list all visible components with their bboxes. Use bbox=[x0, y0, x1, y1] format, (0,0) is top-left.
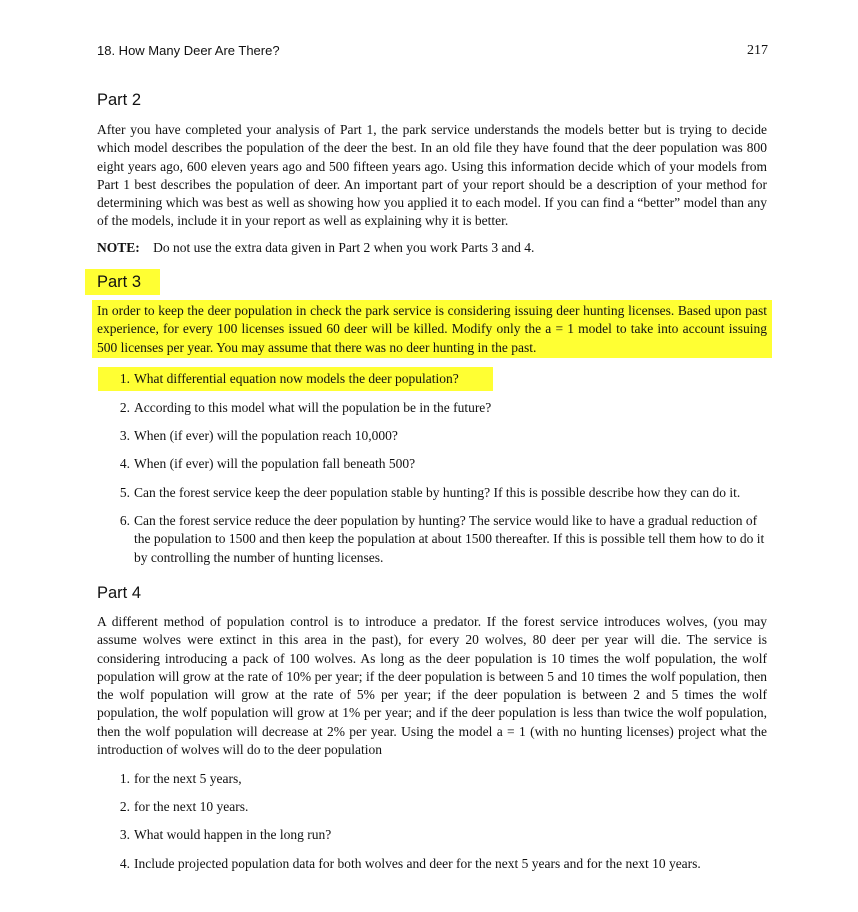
item-text: What differential equation now models the deer population? bbox=[134, 371, 459, 386]
item-text: for the next 5 years, bbox=[134, 771, 242, 786]
item-number: 4. bbox=[119, 856, 130, 871]
part2-heading: Part 2 bbox=[97, 91, 142, 109]
item-number: 5. bbox=[119, 485, 130, 500]
item-text: When (if ever) will the population fall beneath 500? bbox=[134, 456, 416, 471]
part4-item bbox=[114, 770, 774, 788]
item-number: 3. bbox=[119, 428, 130, 443]
item-text: for the next 10 years. bbox=[134, 799, 249, 814]
item-text: According to this model what will the population be in the future? bbox=[134, 400, 492, 415]
part3-item bbox=[114, 512, 774, 567]
item-text: Can the forest service reduce the deer population by hunting? The service would like to have a gradual reduction of the population to 1500 and then keep the population at about 1500 thereafter. If this is possible tell them how to do it by controlling the number of hunting licenses. bbox=[134, 513, 765, 565]
item-text: When (if ever) will the population reach 10,000? bbox=[134, 428, 398, 443]
item-text: Include projected population data for both wolves and deer for the next 5 years and for the next 10 years. bbox=[134, 856, 701, 871]
item-number: 2. bbox=[119, 400, 130, 415]
part2-paragraph: After you have completed your analysis of Part 1, the park service understands the models better but is trying to decide which model describes the population of the deer the best. In an old file they have found that the deer population was 800 eight years ago, 600 eleven years ago and 500 fifteen years ago. Using this information decide which of your models from Part 1 best describes the population of deer. An important part of your report should be a description of your method for determining which was best as well as showing how you applied it to each model. If you can find a “better” model than any of the models, include it in your report as well as explaining why it is better. bbox=[97, 122, 767, 229]
item-number: 2. bbox=[119, 799, 130, 814]
part4-paragraph: A different method of population control is to introduce a predator. If the forest service introduces wolves, (you may assume wolves were extinct in this area in the past), for every 20 wolves, 80 deer per year will die. The service is considering introducing a pack of 100 wolves. As long as the deer population is 10 times the wolf population, the wolf population will grow at the rate of 10% per year; if the deer population is between 5 and 10 times the wolf population, then the wolf population will grow at the rate of 5% per year; if the deer population is between 2 and 5 times the wolf population, the wolf population will grow at 1% per year; and if the deer population is less than twice the wolf population, then the wolf population will decrease at 2% per year. Using the model a = 1 (with no hunting licenses) project what the introduction of wolves will do to the deer population bbox=[97, 614, 767, 758]
part3-item bbox=[114, 484, 774, 502]
item-number: 1. bbox=[119, 771, 130, 786]
item-text: What would happen in the long run? bbox=[134, 827, 332, 842]
item-number: 4. bbox=[119, 456, 130, 471]
part4-item bbox=[114, 826, 774, 844]
item-number: 1. bbox=[119, 371, 130, 386]
part3-item bbox=[114, 370, 774, 388]
note-label: NOTE: bbox=[97, 240, 140, 255]
part2-note bbox=[97, 239, 767, 257]
part4-heading: Part 4 bbox=[97, 584, 142, 602]
item-number: 3. bbox=[119, 827, 130, 842]
item-text: Can the forest service keep the deer population stable by hunting? If this is possible describe how they can do it. bbox=[134, 485, 741, 500]
running-header-chapter: 18. How Many Deer Are There? bbox=[97, 43, 280, 58]
part3-item bbox=[114, 427, 774, 445]
part4-item bbox=[114, 855, 774, 873]
part3-item bbox=[114, 455, 774, 473]
part3-paragraph: In order to keep the deer population in check the park service is considering issuing deer hunting licenses. Based upon past experience, for every 100 licenses issued 60 deer will be killed. Modify only the a = 1 model to take into account issuing 500 licenses per year. You may assume that there was no deer hunting in the past. bbox=[97, 303, 767, 355]
item-number: 6. bbox=[119, 513, 130, 528]
part3-heading: Part 3 bbox=[97, 273, 142, 291]
part3-item bbox=[114, 399, 774, 417]
part4-item bbox=[114, 798, 774, 816]
page-number: 217 bbox=[747, 43, 768, 58]
note-text: Do not use the extra data given in Part 2 when you work Parts 3 and 4. bbox=[153, 240, 535, 255]
